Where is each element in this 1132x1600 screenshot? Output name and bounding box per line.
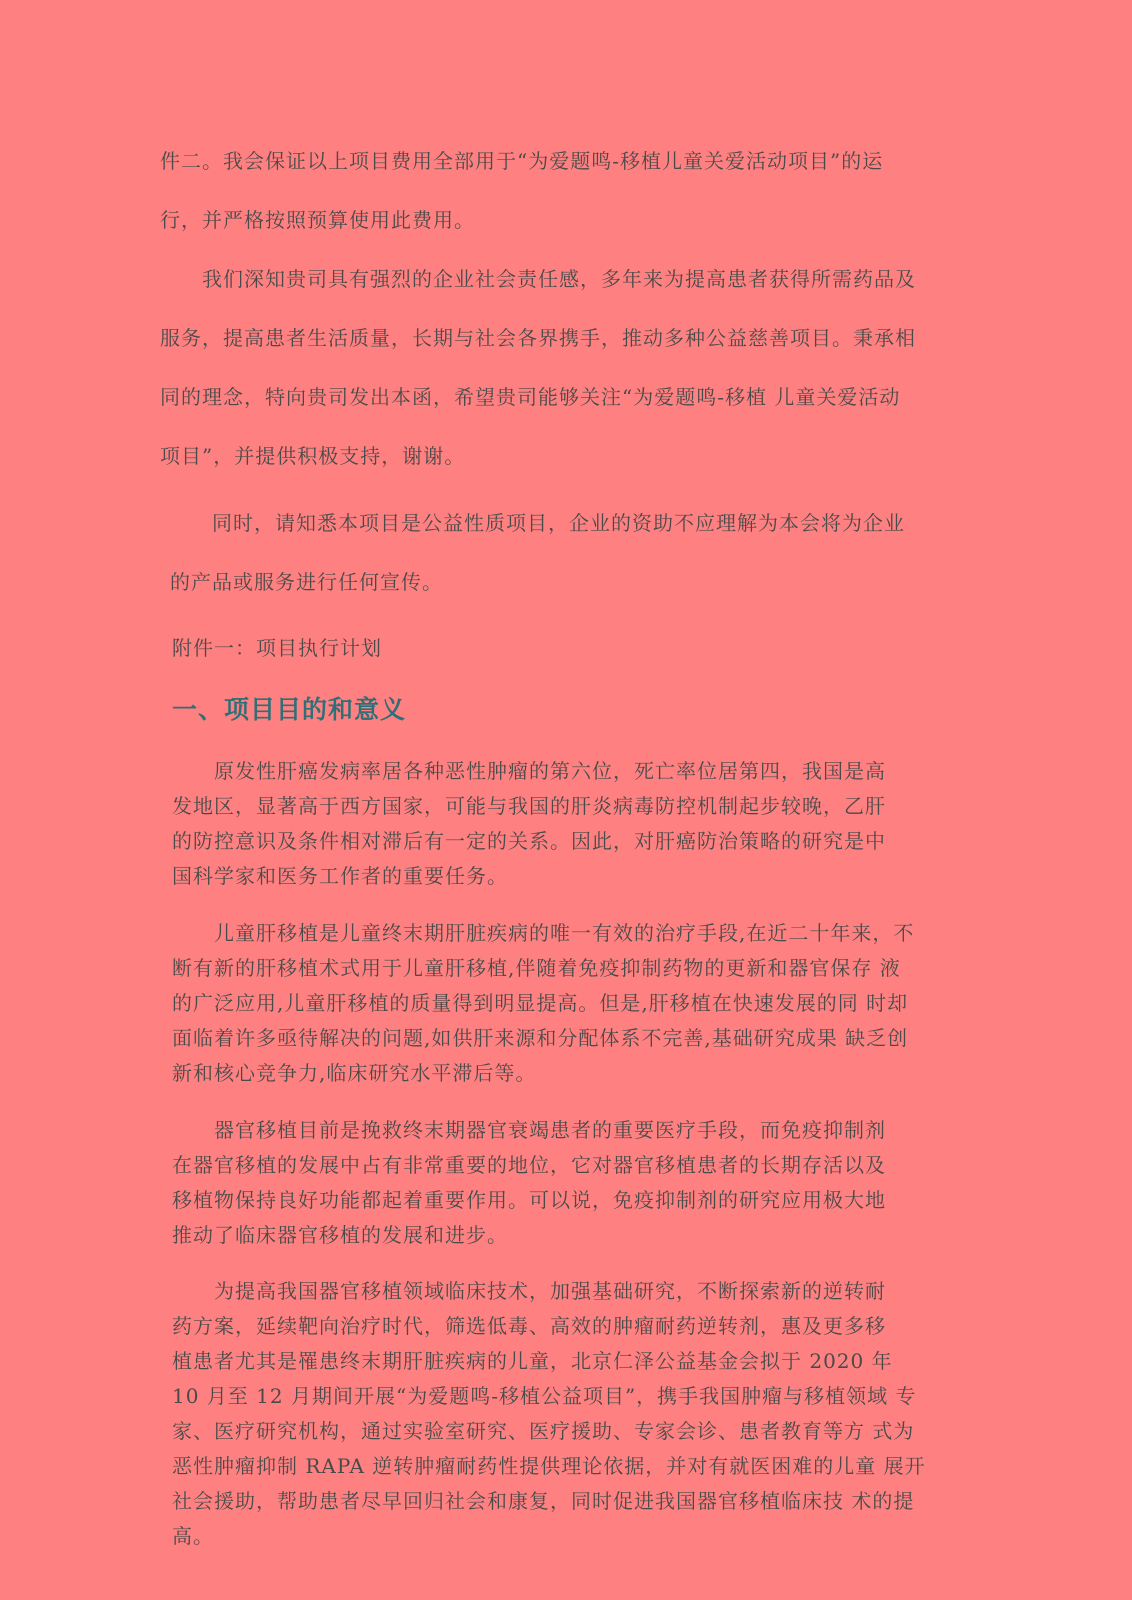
text-line: 我们深知贵司具有强烈的企业社会责任感，多年来为提高患者获得所需药品及 — [160, 267, 916, 291]
text-line: 件二。我会保证以上项目费用全部用于“为爱题鸣-移植儿童关爱活动项目”的运 — [160, 149, 884, 173]
paragraph-disclaimer — [170, 494, 905, 612]
text-line: 行，并严格按照预算使用此费用。 — [160, 208, 475, 232]
paragraph-liver-cancer — [172, 754, 886, 894]
text-line: 原发性肝癌发病率居各种恶性肿瘤的第六位，死亡率位居第四，我国是高 — [172, 759, 886, 783]
text-line: 服务，提高患者生活质量，长期与社会各界携手，推动多种公益慈善项目。秉承相 — [160, 326, 916, 350]
text-line: 器官移植目前是挽救终末期器官衰竭患者的重要医疗手段，而免疫抑制剂 — [172, 1118, 886, 1142]
text-line: 植患者尤其是罹患终末期肝脏疾病的儿童，北京仁泽公益基金会拟于 2020 年 — [172, 1349, 893, 1373]
text-line: 儿童肝移植是儿童终末期肝脏疾病的唯一有效的治疗手段,在近二十年来，不 — [172, 921, 915, 945]
paragraph-project-plan — [172, 1274, 926, 1554]
text-line: 发地区，显著高于西方国家，可能与我国的肝炎病毒防控机制起步较晚，乙肝 — [172, 794, 886, 818]
attachment-title: 附件一：项目执行计划 — [172, 636, 382, 660]
section-heading: 一、项目目的和意义 — [172, 695, 407, 724]
text-line: 移植物保持良好功能都起着重要作用。可以说，免疫抑制剂的研究应用极大地 — [172, 1188, 886, 1212]
text-line: 国科学家和医务工作者的重要任务。 — [172, 864, 508, 888]
paragraph-immunosuppressant — [172, 1113, 886, 1253]
text-line: 项目”，并提供积极支持，谢谢。 — [160, 444, 466, 468]
paragraph-social-responsibility — [160, 250, 916, 486]
text-line: 高。 — [172, 1524, 214, 1548]
paragraph-pediatric-transplant — [172, 916, 914, 1091]
text-line: 推动了临床器官移植的发展和进步。 — [172, 1223, 508, 1247]
text-line: 为提高我国器官移植领域临床技术，加强基础研究，不断探索新的逆转耐 — [172, 1279, 886, 1303]
text-line: 断有新的肝移植术式用于儿童肝移植,伴随着免疫抑制药物的更新和器官保存 液 — [172, 956, 901, 980]
text-line: 同的理念，特向贵司发出本函，希望贵司能够关注“为爱题鸣-移植 儿童关爱活动 — [160, 385, 901, 409]
text-line: 家、医疗研究机构，通过实验室研究、医疗援助、专家会诊、患者教育等方 式为 — [172, 1419, 915, 1443]
text-line: 恶性肿瘤抑制 RAPA 逆转肿瘤耐药性提供理论依据，并对有就医困难的儿童 展开 — [172, 1454, 926, 1478]
text-line: 10 月至 12 月期间开展“为爱题鸣-移植公益项目”，携手我国肿瘤与移植领域 专 — [172, 1384, 917, 1408]
text-line: 药方案，延续靶向治疗时代，筛选低毒、高效的肿瘤耐药逆转剂，惠及更多移 — [172, 1314, 886, 1338]
text-line: 新和核心竞争力,临床研究水平滞后等。 — [172, 1061, 537, 1085]
text-line: 面临着许多亟待解决的问题,如供肝来源和分配体系不完善,基础研究成果 缺乏创 — [172, 1026, 909, 1050]
text-line: 的防控意识及条件相对滞后有一定的关系。因此，对肝癌防治策略的研究是中 — [172, 829, 886, 853]
text-line: 社会援助，帮助患者尽早回归社会和康复，同时促进我国器官移植临床技 术的提 — [172, 1489, 915, 1513]
text-line: 在器官移植的发展中占有非常重要的地位，它对器官移植患者的长期存活以及 — [172, 1153, 886, 1177]
paragraph-commitment — [160, 132, 883, 250]
text-line: 的广泛应用,儿童肝移植的质量得到明显提高。但是,肝移植在快速发展的同 时却 — [172, 991, 909, 1015]
text-line: 的产品或服务进行任何宣传。 — [170, 570, 443, 594]
text-line: 同时，请知悉本项目是公益性质项目，企业的资助不应理解为本会将为企业 — [170, 511, 905, 535]
